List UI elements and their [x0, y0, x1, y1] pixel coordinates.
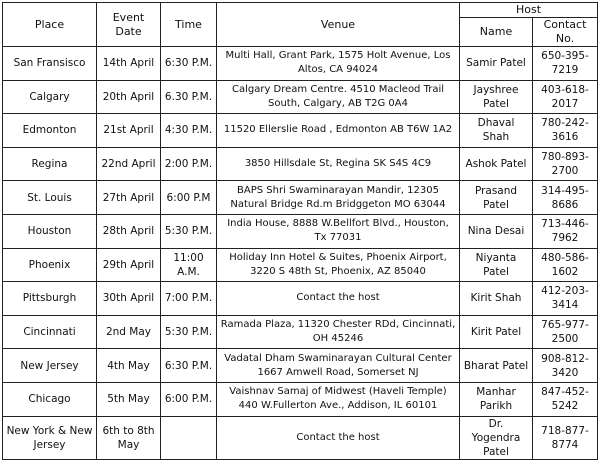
events-table — [2, 2, 598, 460]
event-date-cell: 30th April — [97, 282, 161, 316]
venue-cell: Ramada Plaza, 11320 Chester RDd, Cincinnati, OH 45246 — [217, 315, 460, 349]
table-row — [3, 214, 598, 248]
place-cell: St. Louis — [3, 181, 97, 215]
table-row — [3, 181, 598, 215]
host-name-cell: Manhar Parikh — [460, 382, 533, 416]
place-cell: Cincinnati — [3, 315, 97, 349]
header-event-date: Event Date — [97, 3, 161, 47]
host-name-cell: Prasand Patel — [460, 181, 533, 215]
venue-cell: Holiday Inn Hotel & Suites, Phoenix Airport, 3220 S 48th St, Phoenix, AZ 85040 — [217, 248, 460, 282]
table-row — [3, 349, 598, 383]
place-cell: New Jersey — [3, 349, 97, 383]
time-cell: 5:30 P.M. — [161, 315, 217, 349]
place-cell: Houston — [3, 214, 97, 248]
venue-cell: Vadatal Dham Swaminarayan Cultural Center 1667 Amwell Road, Somerset NJ — [217, 349, 460, 383]
event-date-cell: 5th May — [97, 382, 161, 416]
table-row — [3, 248, 598, 282]
table-row — [3, 47, 598, 81]
table-row — [3, 114, 598, 148]
time-cell: 7:00 P.M. — [161, 282, 217, 316]
header-host-name: Name — [460, 18, 533, 47]
place-cell: Pittsburgh — [3, 282, 97, 316]
table-row — [3, 80, 598, 114]
time-cell: 6:30 P.M. — [161, 47, 217, 81]
event-date-cell: 20th April — [97, 80, 161, 114]
time-cell: 6:00 P.M. — [161, 382, 217, 416]
host-name-cell: Bharat Patel — [460, 349, 533, 383]
table-body — [3, 47, 598, 460]
place-cell: Edmonton — [3, 114, 97, 148]
time-cell: 11:00 A.M. — [161, 248, 217, 282]
host-name-cell: Samir Patel — [460, 47, 533, 81]
event-date-cell: 29th April — [97, 248, 161, 282]
header-host: Host — [460, 3, 598, 18]
venue-cell: India House, 8888 W.Bellfort Blvd., Houston, Tx 77031 — [217, 214, 460, 248]
contact-number-cell: 908-812-3420 — [533, 349, 598, 383]
contact-number-cell: 412-203-3414 — [533, 282, 598, 316]
event-date-cell: 27th April — [97, 181, 161, 215]
venue-cell: 3850 Hillsdale St, Regina SK S4S 4C9 — [217, 147, 460, 181]
contact-number-cell: 480-586-1602 — [533, 248, 598, 282]
time-cell: 4:30 P.M. — [161, 114, 217, 148]
event-date-cell: 6th to 8th May — [97, 416, 161, 459]
contact-number-cell: 650-395-7219 — [533, 47, 598, 81]
contact-number-cell: 314-495-8686 — [533, 181, 598, 215]
contact-number-cell: 780-893-2700 — [533, 147, 598, 181]
table-row — [3, 147, 598, 181]
place-cell: Regina — [3, 147, 97, 181]
place-cell: Chicago — [3, 382, 97, 416]
venue-cell: Multi Hall, Grant Park, 1575 Holt Avenue, Los Altos, CA 94024 — [217, 47, 460, 81]
place-cell: Calgary — [3, 80, 97, 114]
time-cell: 2:00 P.M. — [161, 147, 217, 181]
time-cell: 6.30 P.M. — [161, 80, 217, 114]
table-row — [3, 315, 598, 349]
place-cell: New York & New Jersey — [3, 416, 97, 459]
contact-number-cell: 780-242-3616 — [533, 114, 598, 148]
host-name-cell: Dhaval Shah — [460, 114, 533, 148]
venue-cell: Contact the host — [217, 282, 460, 316]
host-name-cell: Dr. Yogendra Patel — [460, 416, 533, 459]
event-date-cell: 4th May — [97, 349, 161, 383]
header-time: Time — [161, 3, 217, 47]
event-date-cell: 14th April — [97, 47, 161, 81]
event-date-cell: 21st April — [97, 114, 161, 148]
host-name-cell: Nina Desai — [460, 214, 533, 248]
table-row — [3, 416, 598, 459]
host-name-cell: Niyanta Patel — [460, 248, 533, 282]
time-cell: 6:30 P.M. — [161, 349, 217, 383]
venue-cell: Calgary Dream Centre. 4510 Macleod Trail South, Calgary, AB T2G 0A4 — [217, 80, 460, 114]
contact-number-cell: 847-452-5242 — [533, 382, 598, 416]
event-date-cell: 28th April — [97, 214, 161, 248]
header-venue: Venue — [217, 3, 460, 47]
host-name-cell: Ashok Patel — [460, 147, 533, 181]
time-cell: 6:00 P.M — [161, 181, 217, 215]
venue-cell: 11520 Ellerslie Road , Edmonton AB T6W 1A2 — [217, 114, 460, 148]
event-date-cell: 22nd April — [97, 147, 161, 181]
time-cell — [161, 416, 217, 459]
event-date-cell: 2nd May — [97, 315, 161, 349]
contact-number-cell: 765-977-2500 — [533, 315, 598, 349]
table-row — [3, 382, 598, 416]
contact-number-cell: 718-877-8774 — [533, 416, 598, 459]
venue-cell: Contact the host — [217, 416, 460, 459]
venue-cell: BAPS Shri Swaminarayan Mandir, 12305 Natural Bridge Rd.m Bridggeton MO 63044 — [217, 181, 460, 215]
header-place: Place — [3, 3, 97, 47]
table-row — [3, 282, 598, 316]
header-contact-no: Contact No. — [533, 18, 598, 47]
time-cell: 5:30 P.M. — [161, 214, 217, 248]
venue-cell: Vaishnav Samaj of Midwest (Haveli Temple) 440 W.Fullerton Ave., Addison, IL 60101 — [217, 382, 460, 416]
host-name-cell: Jayshree Patel — [460, 80, 533, 114]
host-name-cell: Kirit Shah — [460, 282, 533, 316]
contact-number-cell: 403-618-2017 — [533, 80, 598, 114]
place-cell: San Fransisco — [3, 47, 97, 81]
host-name-cell: Kirit Patel — [460, 315, 533, 349]
contact-number-cell: 713-446-7962 — [533, 214, 598, 248]
place-cell: Phoenix — [3, 248, 97, 282]
